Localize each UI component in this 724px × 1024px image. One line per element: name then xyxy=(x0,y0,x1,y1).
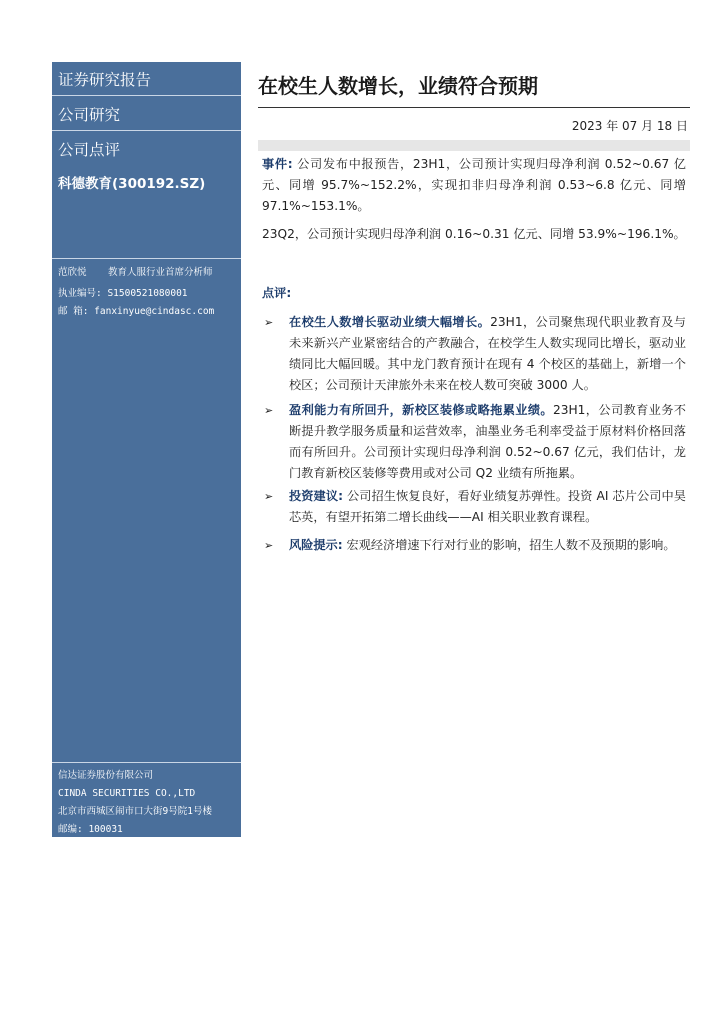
comment-heading: 点评: xyxy=(262,286,292,300)
divider xyxy=(52,258,241,259)
q2-paragraph: 23Q2，公司预计实现归母净利润 0.16~0.31 亿元、同增 53.9%~196.1%。 xyxy=(262,227,686,241)
analyst-email[interactable]: 邮 箱: fanxinyue@cindasc.com xyxy=(58,306,215,317)
report-category: 公司研究 xyxy=(52,97,241,131)
arrow-bullet-icon: ➢ xyxy=(264,490,274,503)
page-title: 在校生人数增长，业绩符合预期 xyxy=(258,74,538,98)
sidebar xyxy=(52,62,241,837)
firm-postcode: 邮编: 100031 xyxy=(58,824,123,835)
event-label: 事件: xyxy=(262,157,293,171)
bullet-2: ➢ 盈利能力有所回升，新校区装修或略拖累业绩。23H1，公司教育业务不断提升教学服务质量和运营效率，油墨业务毛利率受益于原材料价格回落而有所回升。公司预计实现归母净利润 0.52~0.67 亿元，我们估计，龙门教育新校区装修等费用或对公司 Q2 业绩有所拖累。 xyxy=(262,400,686,484)
report-type: 证券研究报告 xyxy=(52,62,241,96)
bullet-4: ➢ 风险提示: 宏观经济增速下行对行业的影响，招生人数不及预期的影响。 xyxy=(262,535,686,556)
firm-address: 北京市西城区闹市口大街9号院1号楼 xyxy=(58,806,212,817)
arrow-bullet-icon: ➢ xyxy=(264,404,274,417)
analyst-license: 执业编号: S1500521080001 xyxy=(58,288,188,299)
date-band xyxy=(258,140,690,151)
divider xyxy=(52,762,241,763)
arrow-bullet-icon: ➢ xyxy=(264,539,274,552)
report-subcategory: 公司点评 xyxy=(58,141,121,159)
event-paragraph xyxy=(262,154,686,217)
firm-name-cn: 信达证券股份有限公司 xyxy=(58,770,154,781)
analyst-name: 范欣悦 xyxy=(58,267,87,278)
analyst-title: 教育人服行业首席分析师 xyxy=(108,267,213,278)
title-rule xyxy=(258,107,690,108)
company-name: 科德教育(300192.SZ) xyxy=(58,176,206,192)
event-text: 公司发布中报预告，23H1，公司预计实现归母净利润 0.52~0.67 亿元、同增 95.7%~152.2%，实现扣非归母净利润 0.53~6.8 亿元、同增 97.1%~153.1%。 xyxy=(262,157,686,213)
bullet-3: ➢ 投资建议: 公司招生恢复良好，看好业绩复苏弹性。投资 AI 芯片公司中昊芯英，有望开拓第二增长曲线——AI 相关职业教育课程。 xyxy=(262,486,686,528)
firm-name-en: CINDA SECURITIES CO.,LTD xyxy=(58,788,196,799)
arrow-bullet-icon: ➢ xyxy=(264,316,274,329)
bullet-1: ➢ 在校生人数增长驱动业绩大幅增长。23H1，公司聚焦现代职业教育及与未来新兴产业紧密结合的产教融合，在校学生人数实现同比增长，驱动业绩同比大幅回暖。其中龙门教育预计在现有 4 个校区的基础上，新增一个校区；公司预计天津旅外未来在校人数可突破 3000 人。 xyxy=(262,312,686,396)
report-date: 2023 年 07 月 18 日 xyxy=(571,119,688,133)
